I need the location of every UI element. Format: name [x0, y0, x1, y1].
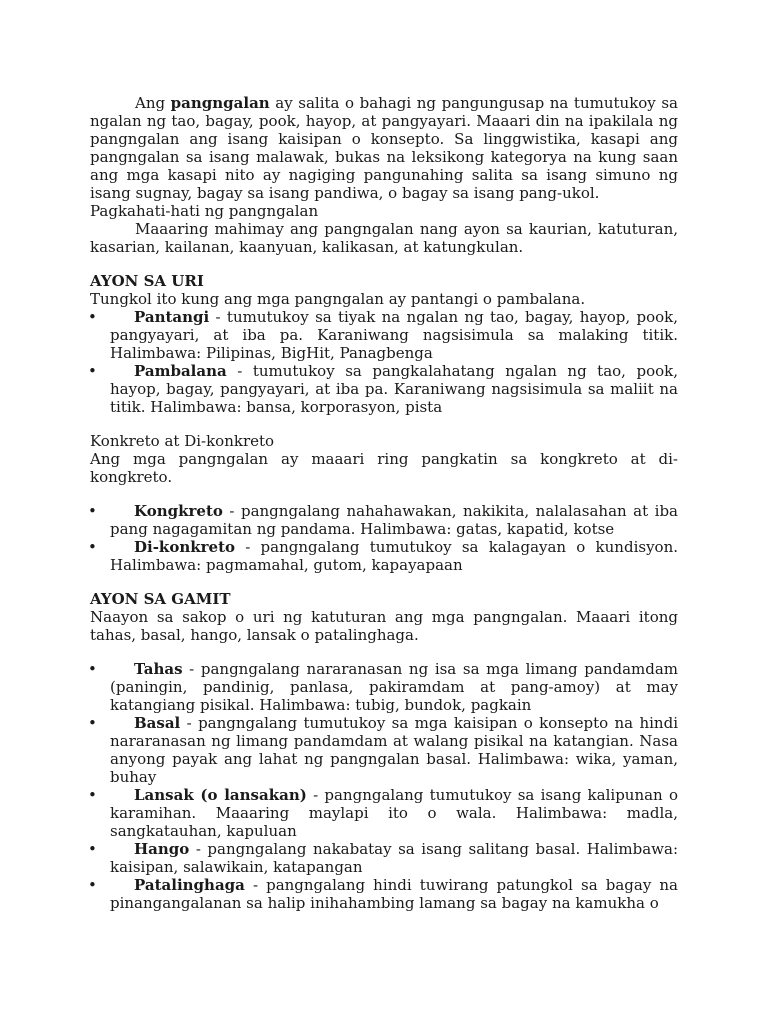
item-text: - pangngalang tumutukoy sa kalagayan o kundisyon. Halimbawa: pagmamahal, gutom, kapayapaan [110, 538, 678, 574]
item-term: Di-konkreto [134, 538, 236, 556]
bullet-icon: • [88, 502, 97, 520]
bullet-icon: • [88, 714, 97, 732]
heading-ayon-sa-gamit: AYON SA GAMIT [90, 590, 231, 608]
item-text: - tumutukoy sa pangkalahatang ngalan ng tao, pook, hayop, bagay, pangyayari, at iba pa. Karaniwang nagsisimula sa maliit na titik. Halimbawa: bansa, korporasyon, pista [110, 362, 678, 416]
bullet-icon: • [88, 538, 97, 556]
list-item [90, 660, 678, 714]
intro-pre: Ang [135, 94, 171, 112]
bullet-icon: • [88, 660, 97, 678]
pagkahati-text: Maaaring mahimay ang pangngalan nang ayon sa kaurian, katuturan, kasarian, kailanan, kaanyuan, kalikasan, at katungkulan. [90, 220, 678, 256]
item-text: - pangngalang hindi tuwirang patungkol sa bagay na pinangangalanan sa halip inihahambing lamang sa bagay na kamukha o [110, 876, 678, 912]
bullet-icon: • [88, 786, 97, 804]
list-item [90, 876, 678, 912]
intro-paragraph [90, 94, 678, 202]
ayon-uri-intro: Tungkol ito kung ang mga pangngalan ay pantangi o pambalana. [90, 290, 586, 308]
list-item [90, 502, 678, 538]
ayon-gamit-intro: Naayon sa sakop o uri ng katuturan ang mga pangngalan. Maaari itong tahas, basal, hango, lansak o patalinghaga. [90, 608, 678, 644]
item-term: Basal [134, 714, 181, 732]
item-term: Kongkreto [134, 502, 223, 520]
item-term: Tahas [134, 660, 183, 678]
item-text: - pangngalang tumutukoy sa mga kaisipan o konsepto na hindi nararanasan ng limang pandamdam at walang pisikal na katangian. Nasa anyong payak ang lahat ng pangngalan basal. Halimbawa: wika, yaman, buhay [110, 714, 678, 786]
heading-ayon-sa-uri: AYON SA URI [90, 272, 204, 290]
pagkahati-title: Pagkahati-hati ng pangngalan [90, 202, 319, 220]
ayon-gamit-list [90, 660, 678, 912]
document-body [90, 94, 678, 912]
bullet-icon: • [88, 840, 97, 858]
item-term: Patalinghaga [134, 876, 245, 894]
ayon-uri-list [90, 308, 678, 416]
bullet-icon: • [88, 876, 97, 894]
konkreto-title: Konkreto at Di-konkreto [90, 432, 275, 450]
intro-term: pangngalan [170, 94, 270, 112]
bullet-icon: • [88, 308, 97, 326]
item-text: - pangngalang nahahawakan, nakikita, nalalasahan at iba pang nagagamitan ng pandama. Halimbawa: gatas, kapatid, kotse [110, 502, 678, 538]
item-term: Pambalana [134, 362, 227, 380]
intro-post: ay salita o bahagi ng pangungusap na tumutukoy sa ngalan ng tao, bagay, pook, hayop, at pangyayari. Maaari din na ipakilala ng pangngalan ang isang kaisipan o konsepto. Sa linggwistika, kasapi ang pangngalan sa isang malawak, bukas na leksikong kategorya na kung saan ang mga kasapi nito ay nagiging pangunahing salita sa isang simuno ng isang sugnay, bagay sa isang pandiwa, o bagay sa isang pang-ukol. [90, 94, 678, 202]
item-text: - pangngalang tumutukoy sa isang kalipunan o karamihan. Maaaring maylapi ito o wala. Halimbawa: madla, sangkatauhan, kapuluan [110, 786, 678, 840]
list-item [90, 714, 678, 786]
item-text: - pangngalang nakabatay sa isang salitang basal. Halimbawa: kaisipan, salawikain, katapangan [110, 840, 678, 876]
list-item [90, 308, 678, 362]
konkreto-list [90, 502, 678, 574]
item-text: - pangngalang nararanasan ng isa sa mga limang pandamdam (paningin, pandinig, panlasa, pakiramdam at pang-amoy) at may katangiang pisikal. Halimbawa: tubig, bundok, pagkain [110, 660, 678, 714]
konkreto-intro: Ang mga pangngalan ay maaari ring pangkatin sa kongkreto at di-kongkreto. [90, 450, 678, 486]
list-item [90, 538, 678, 574]
item-text: - tumutukoy sa tiyak na ngalan ng tao, bagay, hayop, pook, pangyayari, at iba pa. Karaniwang nagsisimula sa malaking titik. Halimbawa: Pilipinas, BigHit, Panagbenga [110, 308, 678, 362]
item-term: Lansak (o lansakan) [134, 786, 307, 804]
item-term: Pantangi [134, 308, 210, 326]
item-term: Hango [134, 840, 190, 858]
list-item [90, 362, 678, 416]
list-item [90, 840, 678, 876]
list-item [90, 786, 678, 840]
bullet-icon: • [88, 362, 97, 380]
